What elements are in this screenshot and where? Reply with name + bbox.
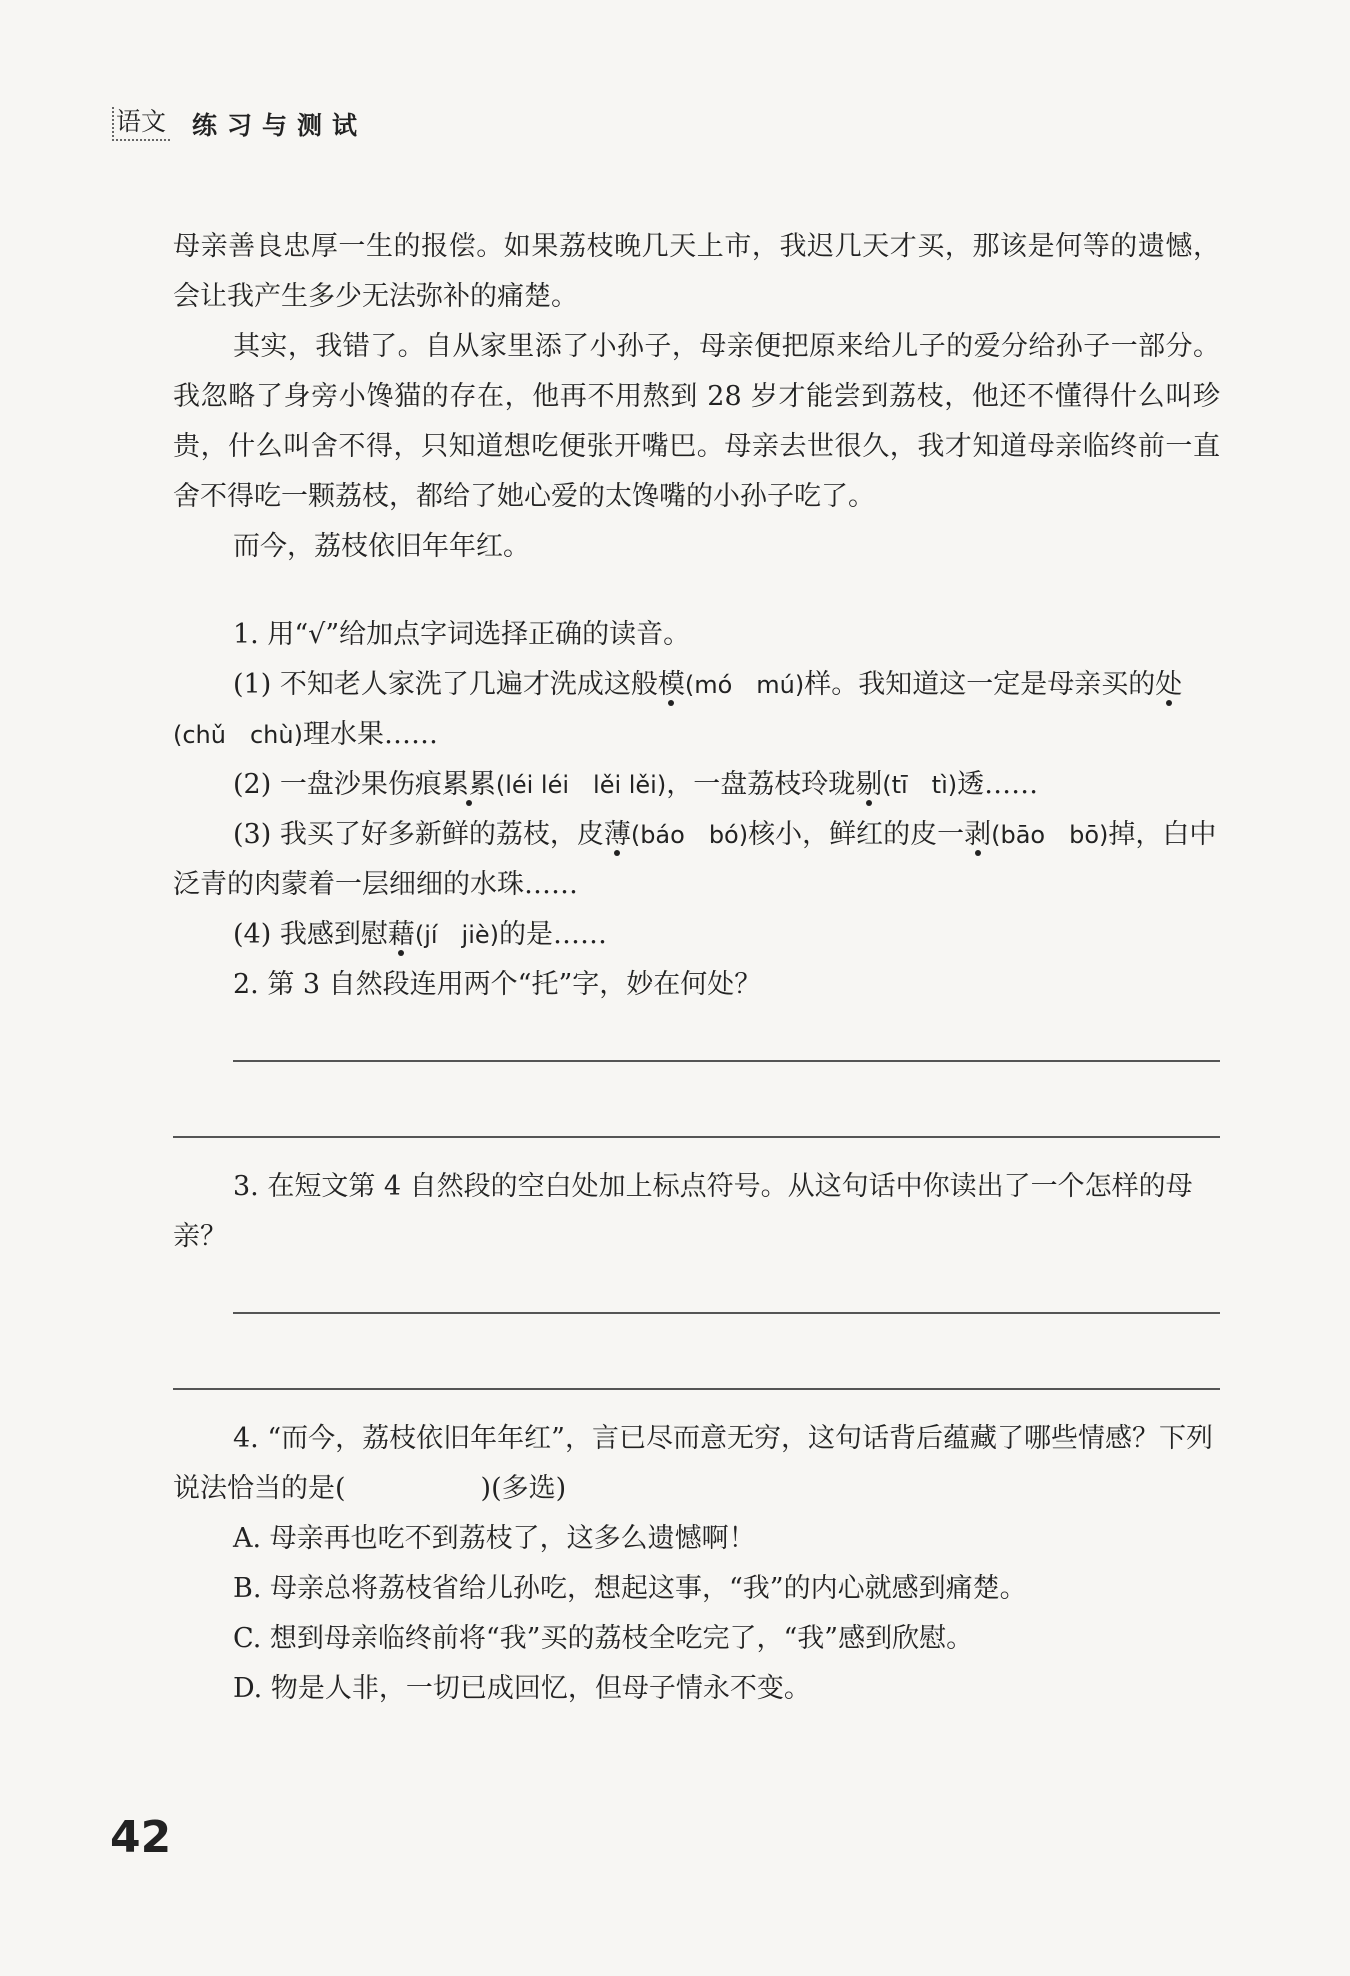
answer-line[interactable] xyxy=(233,1010,1220,1062)
subject-label: 语文 xyxy=(112,107,170,141)
page-header xyxy=(112,106,367,142)
passage-paragraph-2: 其实，我错了。自从家里添了小孙子，母亲便把原来给儿子的爱分给孙子一部分。我忽略了身旁小馋猫的存在，他再不用熬到 28 岁才能尝到荔枝，他还不懂得什么叫珍贵，什么叫舍不得，只知道想吃便张开嘴巴。母亲去世很久，我才知道母亲临终前一直舍不得吃一颗荔枝，都给了她心爱的太馋嘴的小孙子吃了。 xyxy=(173,331,1220,512)
dotted-char: 剥 xyxy=(964,819,992,850)
dotted-char: 累累 xyxy=(441,769,496,800)
pinyin-options: (tī tì) xyxy=(882,771,958,799)
question-1-stem: 1. 用“√”给加点字词选择正确的读音。 xyxy=(233,619,691,650)
answer-line[interactable] xyxy=(173,1338,1220,1390)
dotted-char: 剔 xyxy=(855,769,883,800)
page-number: 42 xyxy=(110,1812,172,1863)
pinyin-options: (mó mú) xyxy=(684,671,805,699)
answer-line[interactable] xyxy=(233,1262,1220,1314)
question-1-item-1: (1) 不知老人家洗了几遍才洗成这般模(mó mú)样。我知道这一定是母亲买的处(chǔ chù)理水果…… xyxy=(173,669,1183,750)
dotted-char: 模 xyxy=(657,669,685,700)
question-3-stem: 3. 在短文第 4 自然段的空白处加上标点符号。从这句话中你读出了一个怎样的母亲？ xyxy=(173,1171,1193,1252)
option-d: D. 物是人非，一切已成回忆，但母子情永不变。 xyxy=(233,1673,811,1704)
question-2-stem: 2. 第 3 自然段连用两个“托”字，妙在何处？ xyxy=(233,969,762,1000)
pinyin-options: (jí jiè) xyxy=(414,921,499,949)
dotted-char: 处 xyxy=(1155,669,1183,700)
option-b: B. 母亲总将荔枝省给儿孙吃，想起这事，“我”的内心就感到痛楚。 xyxy=(233,1573,1027,1604)
question-1-item-4: (4) 我感到慰藉(jí jiè)的是…… xyxy=(233,919,607,950)
dotted-char: 薄 xyxy=(603,819,631,850)
page-content xyxy=(173,222,1220,1714)
question-4-stem: 4. “而今，荔枝依旧年年红”，言已尽而意无穷，这句话背后蕴藏了哪些情感？下列说法恰当的是( )(多选) xyxy=(173,1423,1213,1504)
option-c: C. 想到母亲临终前将“我”买的荔枝全吃完了，“我”感到欣慰。 xyxy=(233,1623,974,1654)
pinyin-options: (bāo bō) xyxy=(991,821,1109,849)
passage-paragraph-3: 而今，荔枝依旧年年红。 xyxy=(233,531,530,562)
pinyin-options: (báo bó) xyxy=(630,821,749,849)
pinyin-options: (léi léi lěi lěi) xyxy=(495,771,667,799)
answer-line[interactable] xyxy=(173,1086,1220,1138)
series-title: 练习与测试 xyxy=(192,111,368,140)
question-1-item-2: (2) 一盘沙果伤痕累累(léi léi lěi lěi)，一盘荔枝玲珑剔(tī tì)透…… xyxy=(233,769,1039,800)
question-1-item-3: (3) 我买了好多新鲜的荔枝，皮薄(báo bó)核小，鲜红的皮一剥(bāo bō)掉，白中泛青的肉蒙着一层细细的水珠…… xyxy=(173,819,1217,900)
option-a: A. 母亲再也吃不到荔枝了，这多么遗憾啊！ xyxy=(233,1523,756,1554)
dotted-char: 藉 xyxy=(387,919,415,950)
passage-paragraph-1: 母亲善良忠厚一生的报偿。如果荔枝晚几天上市，我迟几天才买，那该是何等的遗憾，会让我产生多少无法弥补的痛楚。 xyxy=(173,231,1220,312)
pinyin-options: (chǔ chù) xyxy=(173,721,303,749)
